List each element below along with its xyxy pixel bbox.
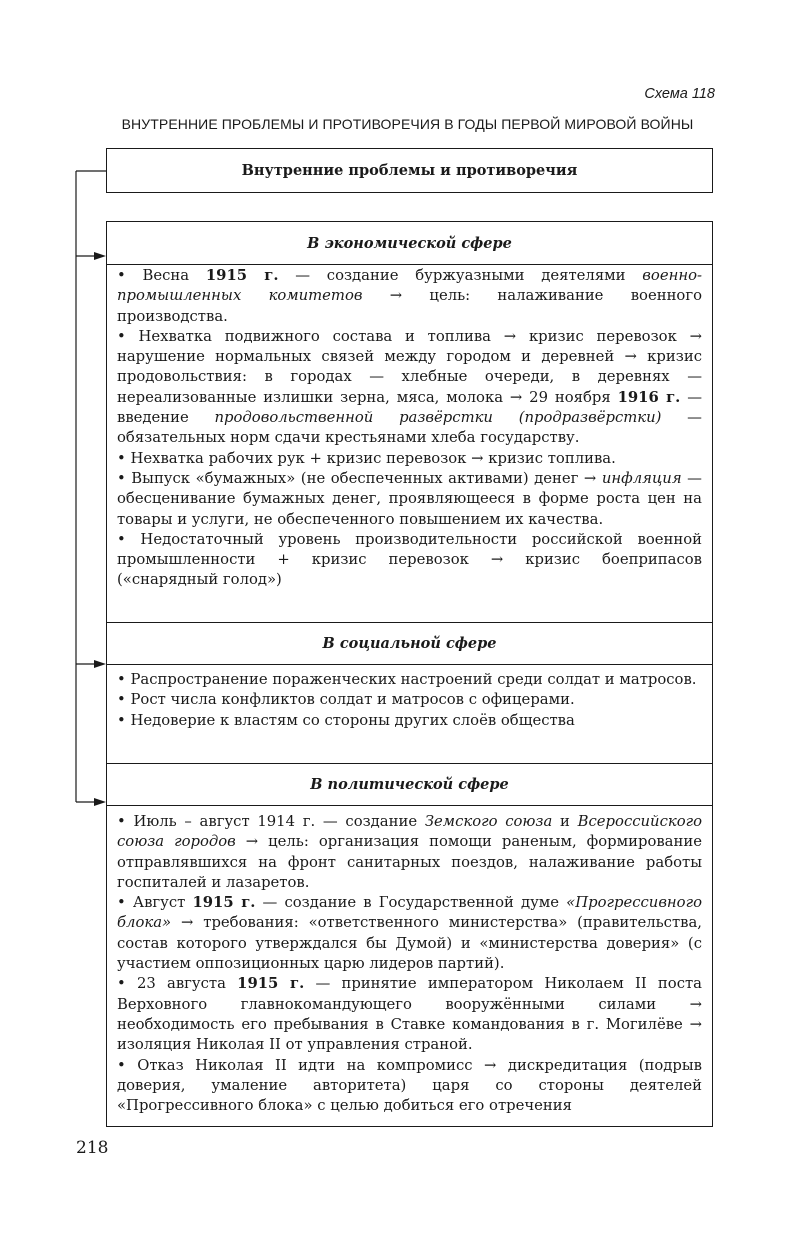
social-item: • Распространение пораженческих настроений среди солдат и матросов. xyxy=(117,671,697,688)
political-sphere-title: В политической сфере xyxy=(310,775,509,793)
root-box-label: Внутренние проблемы и противоречия xyxy=(241,162,578,179)
social-item: • Недоверие к властям со стороны других слоёв общества xyxy=(117,711,575,729)
economic-item: • Недостаточный уровень производительности российской военной промышленности + кризис перевозок → кризис боеприпасов («снарядный голод») xyxy=(117,530,702,589)
social-item: • Рост числа конфликтов солдат и матросов с офицерами. xyxy=(117,691,575,709)
economic-item: • Нехватка рабочих рук + кризис перевозок → кризис топлива. xyxy=(117,449,616,467)
political-item: • Август 1915 г. — создание в Государственной думе «Прогрессивного блока» → требования: «ответственного министерства» (правительства, состав которого утверждался бы Думой) и «министерства доверия» (с участием оппозиционных царю лидеров партий). xyxy=(117,894,702,973)
economic-item: • Выпуск «бумажных» (не обеспеченных активами) денег → инфляция — обесценивание бумажных денег, проявляющееся в форме роста цен на товары и услуги, не обеспеченного повышением их качества. xyxy=(117,469,702,528)
arrow-head-political xyxy=(94,798,106,806)
political-item: • 23 августа 1915 г. — принятие императором Николаем II поста Верховного главнокомандующего вооружёнными силами → необходимость его пребывания в Ставке командования в г. Могилёве → изоляция Николая II от управления страной. xyxy=(117,975,702,1054)
political-item: • Отказ Николая II идти на компромисс → дискредитация (подрыв доверия, умаление авторитета) царя со стороны деятелей «Прогрессивного блока» с целью добиться его отречения xyxy=(117,1056,702,1115)
political-item: • Июль – август 1914 г. — создание Земского союза и Всероссийского союза городов → цель: организация помощи раненым, формирование отправлявшихся на фронт санитарных поездов, налаживание работы госпиталей и лазаретов. xyxy=(117,813,702,891)
page-title: ВНУТРЕННИЕ ПРОБЛЕМЫ И ПРОТИВОРЕЧИЯ В ГОДЫ ПЕРВОЙ МИРОВОЙ ВОЙНЫ xyxy=(121,116,694,132)
economic-item: • Весна 1915 г. — создание буржуазными деятелями военно-промышленных комитетов → цель: налаживание военного производства. xyxy=(117,267,702,325)
schema-number-label: Схема 118 xyxy=(644,86,715,102)
page-number: 218 xyxy=(76,1138,109,1158)
economic-item: • Нехватка подвижного состава и топлива → кризис перевозок → нарушение нормальных связей между городом и деревней → кризис продовольствия: в городах — хлебные очереди, в деревнях — нереализованные излишки зерна, мяса, молока → 29 ноября 1916 г. — введение продовольственной развёрстки (продразвёрстки) — обязательных норм сдачи крестьянами хлеба государству. xyxy=(117,327,702,447)
arrow-head-economic xyxy=(94,252,106,260)
economic-sphere-title: В экономической сфере xyxy=(307,234,512,252)
arrow-head-social xyxy=(94,660,106,668)
social-sphere-title: В социальной сфере xyxy=(322,634,497,652)
